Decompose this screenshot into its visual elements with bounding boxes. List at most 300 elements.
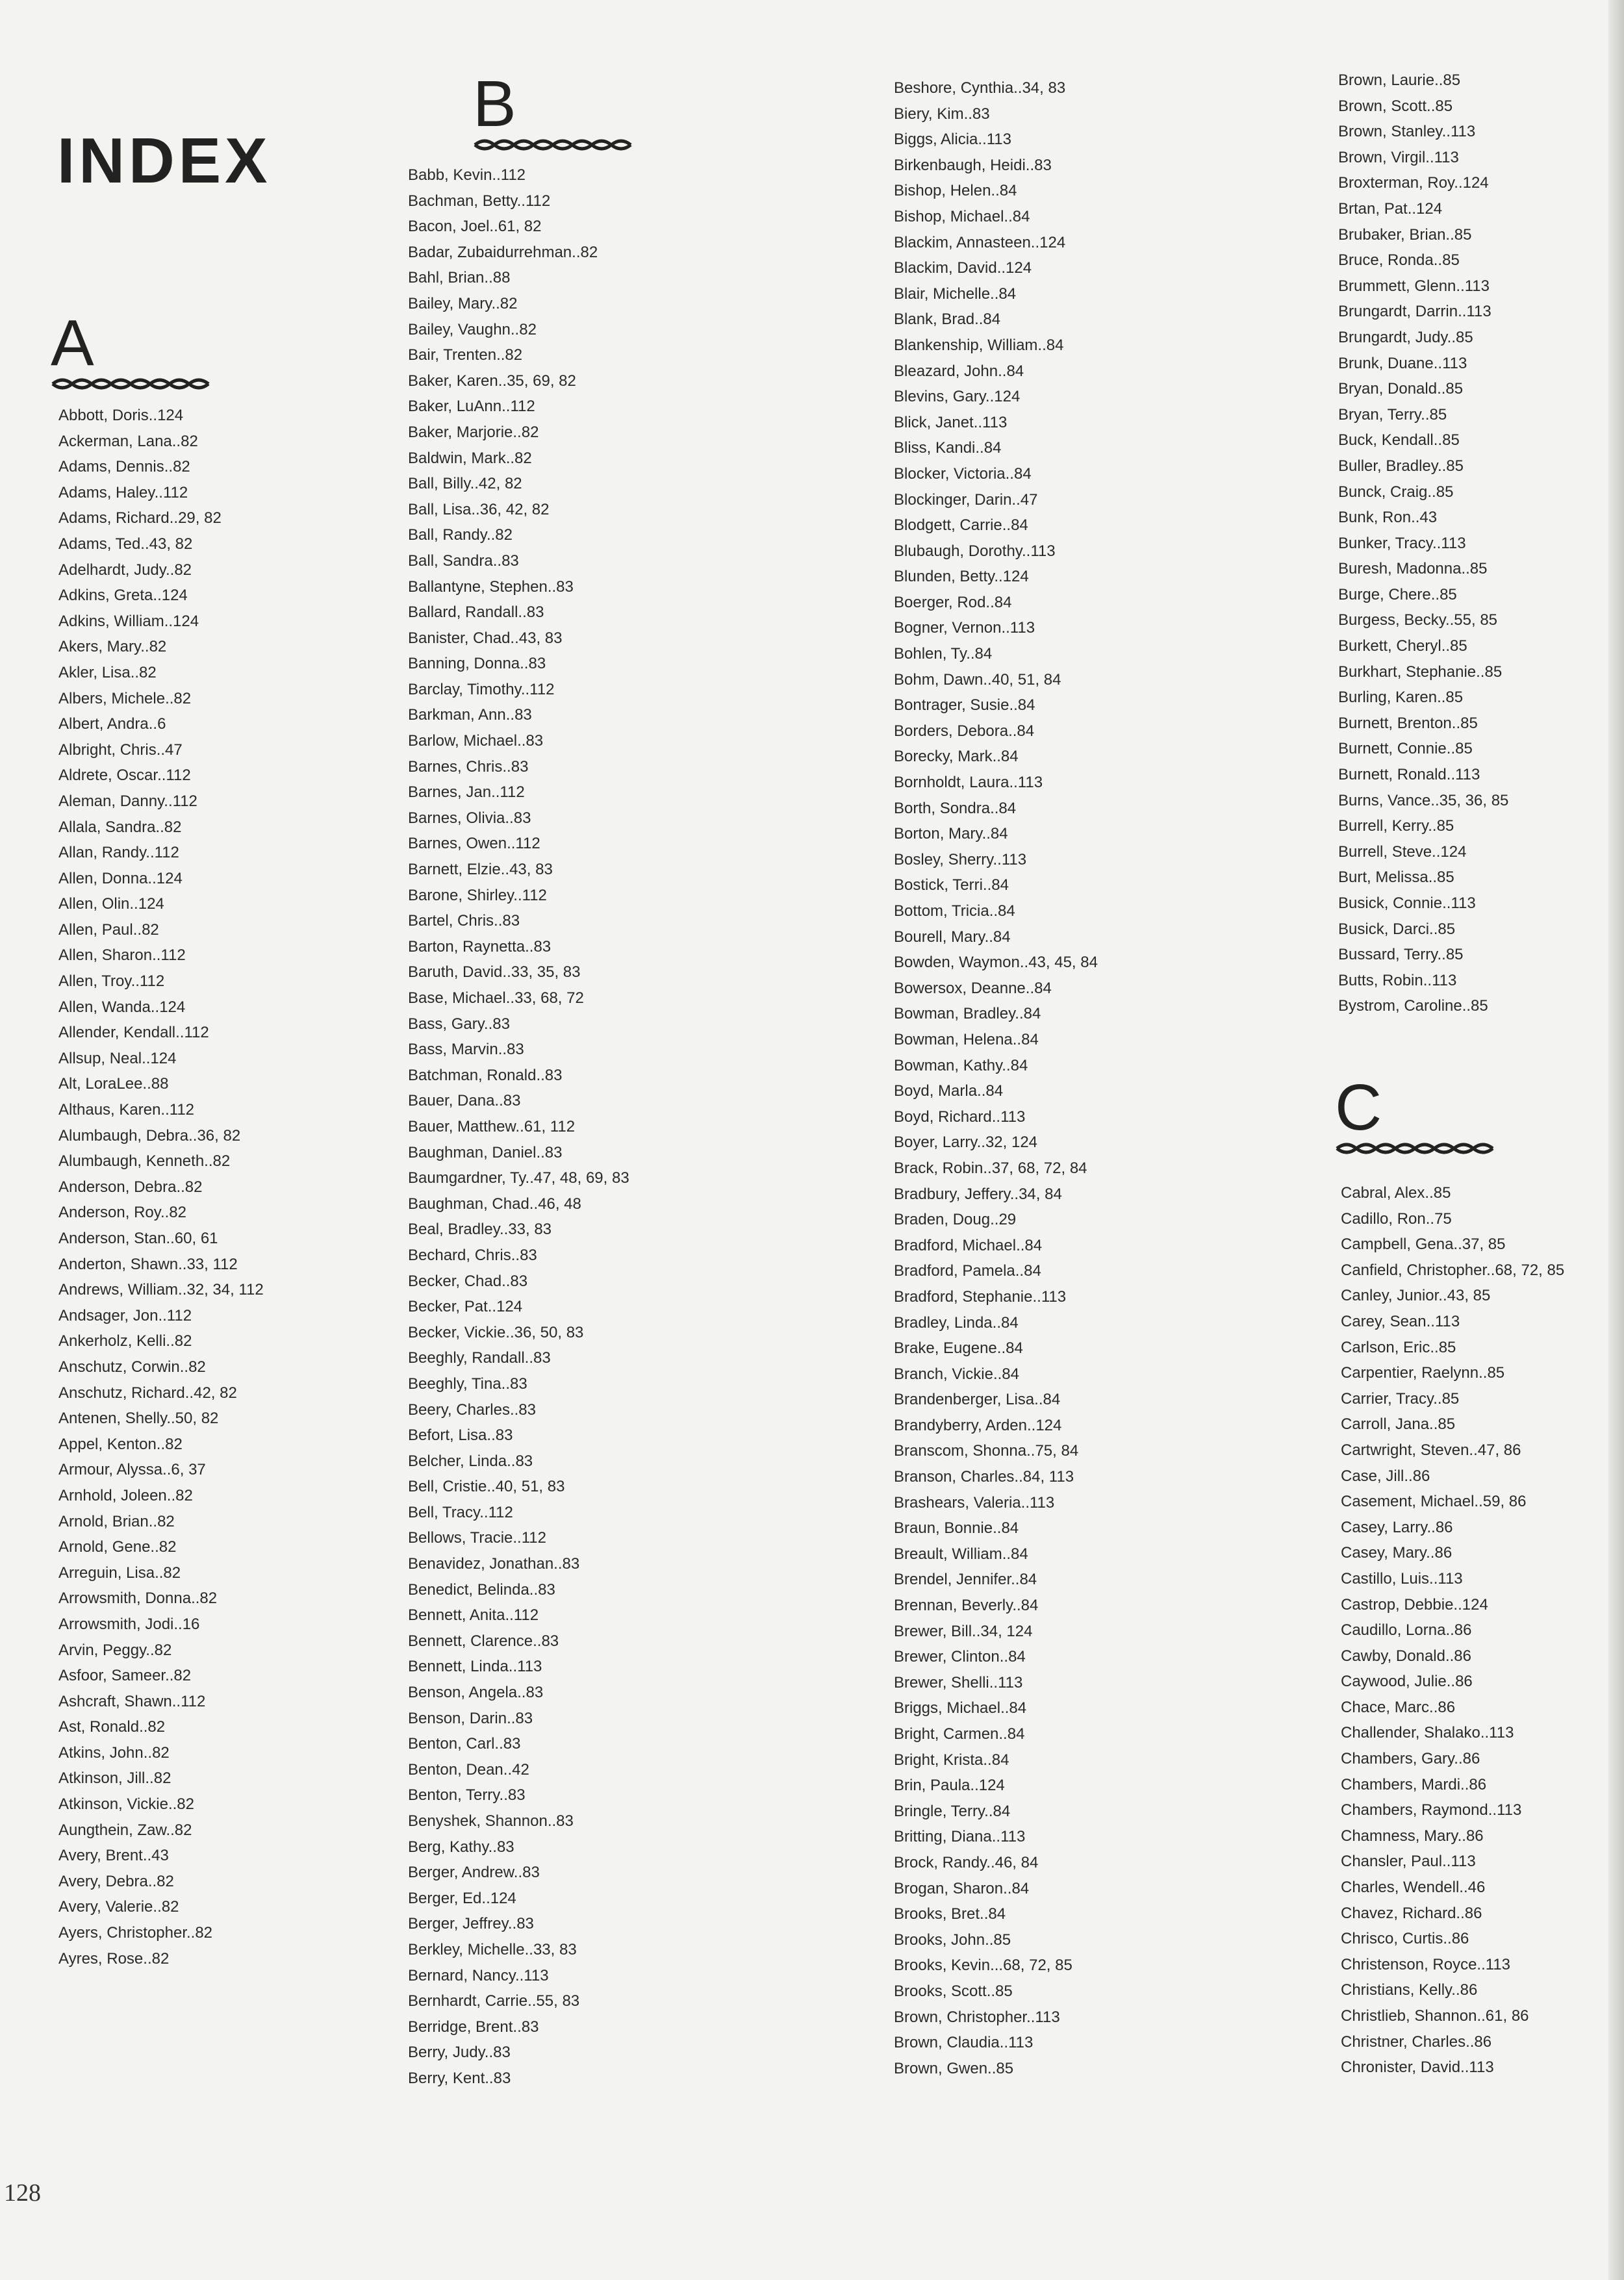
index-entry: Berger, Andrew..83 <box>408 1864 540 1882</box>
section-letter: C <box>1335 1071 1382 1144</box>
index-entry: Casey, Larry..86 <box>1341 1518 1453 1536</box>
index-entry: Avery, Valerie..82 <box>58 1898 179 1916</box>
index-entry: Allen, Donna..124 <box>58 869 183 887</box>
index-entry: Bradford, Michael..84 <box>894 1236 1043 1254</box>
index-entry: Brown, Scott..85 <box>1338 97 1453 115</box>
wave-ornament-icon <box>1335 1139 1494 1158</box>
index-entry: Bunk, Ron..43 <box>1338 509 1438 527</box>
index-column-b-end <box>1338 68 1508 1019</box>
index-entry: Chansler, Paul..113 <box>1341 1853 1476 1871</box>
index-entry: Anschutz, Richard..42, 82 <box>58 1384 237 1402</box>
index-entry: Brown, Laurie..85 <box>1338 71 1461 89</box>
index-entry: Bair, Trenten..82 <box>408 346 523 364</box>
index-entry: Bowman, Helena..84 <box>894 1030 1039 1048</box>
index-entry: Chambers, Raymond..113 <box>1341 1801 1522 1819</box>
index-entry: Caywood, Julie..86 <box>1341 1673 1473 1691</box>
index-entry: Biery, Kim..83 <box>894 105 990 123</box>
index-entry: Appel, Kenton..82 <box>58 1435 183 1453</box>
index-entry: Borecky, Mark..84 <box>894 748 1019 766</box>
index-entry: Althaus, Karen..112 <box>58 1101 195 1119</box>
index-entry: Biggs, Alicia..113 <box>894 131 1011 149</box>
index-entry: Aleman, Danny..112 <box>58 792 197 810</box>
index-entry: Christenson, Royce..113 <box>1341 1955 1511 1973</box>
index-entry: Atkinson, Vickie..82 <box>58 1795 195 1814</box>
index-entry: Allender, Kendall..112 <box>58 1024 209 1042</box>
index-entry: Barton, Raynetta..83 <box>408 937 552 956</box>
section-heading-a <box>51 307 220 401</box>
section-heading-b <box>473 68 642 162</box>
index-entry: Bacon, Joel..61, 82 <box>408 218 542 236</box>
index-entry: Bishop, Helen..84 <box>894 182 1017 200</box>
index-entry: Brock, Randy..46, 84 <box>894 1853 1039 1871</box>
index-entry: Borton, Mary..84 <box>894 825 1008 843</box>
index-entry: Cadillo, Ron..75 <box>1341 1210 1452 1228</box>
index-entry: Albright, Chris..47 <box>58 741 183 759</box>
index-entry: Ball, Billy..42, 82 <box>408 475 522 493</box>
index-entry: Bystrom, Caroline..85 <box>1338 997 1488 1015</box>
index-entry: Chronister, David..113 <box>1341 2058 1494 2077</box>
index-entry: Chrisco, Curtis..86 <box>1341 1930 1469 1948</box>
index-entry: Bennett, Clarence..83 <box>408 1632 559 1650</box>
index-entry: Ball, Randy..82 <box>408 526 513 544</box>
index-entry: Allen, Olin..124 <box>58 895 164 913</box>
index-entry: Benavidez, Jonathan..83 <box>408 1555 580 1573</box>
index-entry: Akler, Lisa..82 <box>58 663 157 681</box>
index-entry: Blubaugh, Dorothy..113 <box>894 542 1056 560</box>
index-entry: Bishop, Michael..84 <box>894 207 1030 225</box>
index-entry: Becker, Chad..83 <box>408 1272 528 1290</box>
index-entry: Buller, Bradley..85 <box>1338 457 1464 475</box>
index-entry: Arnhold, Joleen..82 <box>58 1486 193 1504</box>
index-entry: Benedict, Belinda..83 <box>408 1580 555 1599</box>
index-entry: Baker, Karen..35, 69, 82 <box>408 372 576 390</box>
index-entry: Bleazard, John..84 <box>894 362 1024 380</box>
index-entry: Brandenberger, Lisa..84 <box>894 1391 1061 1409</box>
index-entry: Bourell, Mary..84 <box>894 928 1011 946</box>
index-entry: Adkins, Greta..124 <box>58 587 188 605</box>
index-entry: Branch, Vickie..84 <box>894 1365 1019 1383</box>
index-entry: Britting, Diana..113 <box>894 1828 1026 1846</box>
index-entry: Blocker, Victoria..84 <box>894 464 1032 483</box>
section-heading-c <box>1335 1071 1504 1166</box>
index-entry: Ayers, Christopher..82 <box>58 1924 213 1942</box>
index-entry: Bennett, Anita..112 <box>408 1606 539 1625</box>
index-entry: Berger, Ed..124 <box>408 1889 516 1907</box>
index-column-a <box>58 403 264 1971</box>
section-letter: B <box>473 68 516 140</box>
index-entry: Becker, Pat..124 <box>408 1298 523 1316</box>
index-entry: Baldwin, Mark..82 <box>408 449 532 467</box>
index-entry: Anderson, Debra..82 <box>58 1178 203 1196</box>
index-entry: Berg, Kathy..83 <box>408 1838 514 1856</box>
index-entry: Avery, Brent..43 <box>58 1847 169 1865</box>
index-entry: Bunker, Tracy..113 <box>1338 534 1466 552</box>
index-entry: Adams, Richard..29, 82 <box>58 509 222 527</box>
index-entry: Allala, Sandra..82 <box>58 818 182 836</box>
index-entry: Barone, Shirley..112 <box>408 886 547 904</box>
index-entry: Beal, Bradley..33, 83 <box>408 1221 552 1239</box>
index-entry: Bringle, Terry..84 <box>894 1802 1011 1820</box>
index-entry: Boerger, Rod..84 <box>894 593 1012 611</box>
index-column-c <box>1341 1180 1564 2081</box>
index-entry: Adams, Dennis..82 <box>58 458 190 476</box>
index-entry: Bellows, Tracie..112 <box>408 1529 546 1547</box>
index-entry: Beshore, Cynthia..34, 83 <box>894 79 1066 97</box>
index-entry: Burgess, Becky..55, 85 <box>1338 611 1498 629</box>
index-entry: Bussard, Terry..85 <box>1338 946 1464 964</box>
index-entry: Banister, Chad..43, 83 <box>408 629 563 647</box>
index-entry: Ballard, Randall..83 <box>408 603 544 622</box>
index-entry: Bright, Krista..84 <box>894 1751 1009 1769</box>
index-entry: Benyshek, Shannon..83 <box>408 1812 574 1830</box>
index-entry: Barnes, Owen..112 <box>408 835 540 853</box>
index-entry: Beeghly, Randall..83 <box>408 1349 551 1367</box>
index-entry: Anderton, Shawn..33, 112 <box>58 1255 238 1273</box>
index-entry: Brandyberry, Arden..124 <box>894 1416 1062 1434</box>
index-entry: Blunden, Betty..124 <box>894 568 1029 586</box>
index-entry: Baughman, Chad..46, 48 <box>408 1195 581 1213</box>
page-number: 128 <box>4 2179 41 2207</box>
index-entry: Bowman, Bradley..84 <box>894 1005 1041 1023</box>
index-entry: Benson, Angela..83 <box>408 1684 544 1702</box>
index-entry: Brungardt, Judy..85 <box>1338 328 1473 346</box>
index-entry: Brake, Eugene..84 <box>894 1339 1023 1358</box>
index-entry: Batchman, Ronald..83 <box>408 1066 563 1084</box>
index-entry: Allsup, Neal..124 <box>58 1049 177 1067</box>
index-entry: Blackim, David..124 <box>894 259 1032 277</box>
index-entry: Chamness, Mary..86 <box>1341 1827 1484 1845</box>
index-entry: Bailey, Vaughn..82 <box>408 320 537 338</box>
index-entry: Barnes, Olivia..83 <box>408 809 531 827</box>
index-entry: Baker, Marjorie..82 <box>408 423 539 441</box>
index-entry: Brashears, Valeria..113 <box>894 1493 1055 1512</box>
index-entry: Blick, Janet..113 <box>894 413 1008 431</box>
index-entry: Brunk, Duane..113 <box>1338 354 1467 372</box>
index-entry: Butts, Robin..113 <box>1338 971 1457 989</box>
index-entry: Alumbaugh, Debra..36, 82 <box>58 1126 241 1145</box>
index-entry: Albert, Andra..6 <box>58 715 166 733</box>
index-entry: Beery, Charles..83 <box>408 1400 536 1419</box>
index-entry: Bruce, Ronda..85 <box>1338 251 1460 270</box>
index-entry: Bass, Marvin..83 <box>408 1041 524 1059</box>
index-entry: Chavez, Richard..86 <box>1341 1904 1482 1922</box>
index-entry: Anderson, Stan..60, 61 <box>58 1230 218 1247</box>
index-entry: Borders, Debora..84 <box>894 722 1035 740</box>
index-entry: Barkman, Ann..83 <box>408 706 532 724</box>
index-entry: Bostick, Terri..84 <box>894 876 1009 894</box>
index-entry: Berry, Kent..83 <box>408 2069 511 2087</box>
index-entry: Bunck, Craig..85 <box>1338 483 1454 501</box>
index-entry: Burt, Melissa..85 <box>1338 868 1454 887</box>
index-column-b <box>408 162 629 2092</box>
index-entry: Brummett, Glenn..113 <box>1338 277 1490 295</box>
index-entry: Bohlen, Ty..84 <box>894 645 993 663</box>
index-entry: Cartwright, Steven..47, 86 <box>1341 1441 1521 1459</box>
index-entry: Anderson, Roy..82 <box>58 1204 187 1222</box>
index-entry: Busick, Connie..113 <box>1338 894 1476 912</box>
index-entry: Barnes, Chris..83 <box>408 757 529 776</box>
index-entry: Allen, Wanda..124 <box>58 998 186 1016</box>
index-entry: Castillo, Luis..113 <box>1341 1569 1463 1588</box>
index-entry: Arrowsmith, Jodi..16 <box>58 1615 200 1633</box>
index-entry: Adkins, William..124 <box>58 612 199 630</box>
index-entry: Case, Jill..86 <box>1341 1467 1430 1485</box>
index-entry: Branscom, Shonna..75, 84 <box>894 1442 1079 1460</box>
index-entry: Blank, Brad..84 <box>894 310 1001 329</box>
index-entry: Briggs, Michael..84 <box>894 1699 1027 1717</box>
index-entry: Belcher, Linda..83 <box>408 1452 533 1470</box>
index-entry: Brtan, Pat..124 <box>1338 199 1443 218</box>
index-entry: Charles, Wendell..46 <box>1341 1879 1486 1897</box>
index-entry: Braun, Bonnie..84 <box>894 1519 1019 1538</box>
index-entry: Albers, Michele..82 <box>58 689 192 707</box>
index-entry: Burrell, Kerry..85 <box>1338 817 1454 835</box>
index-entry: Brewer, Clinton..84 <box>894 1648 1026 1666</box>
index-entry: Abbott, Doris..124 <box>58 407 184 424</box>
index-entry: Chace, Marc..86 <box>1341 1698 1456 1716</box>
index-entry: Buck, Kendall..85 <box>1338 431 1460 450</box>
index-entry: Brooks, Kevin...68, 72, 85 <box>894 1957 1072 1975</box>
index-entry: Berry, Judy..83 <box>408 2044 511 2062</box>
index-entry: Ayres, Rose..82 <box>58 1949 170 1968</box>
index-entry: Ball, Sandra..83 <box>408 551 519 570</box>
index-entry: Carrier, Tracy..85 <box>1341 1389 1460 1408</box>
index-entry: Brewer, Bill..34, 124 <box>894 1622 1033 1640</box>
index-entry: Borth, Sondra..84 <box>894 799 1017 817</box>
index-entry: Babb, Kevin..112 <box>408 166 526 184</box>
index-entry: Bernard, Nancy..113 <box>408 1966 549 1984</box>
index-entry: Berger, Jeffrey..83 <box>408 1915 534 1933</box>
index-entry: Carroll, Jana..85 <box>1341 1415 1456 1434</box>
index-entry: Ballantyne, Stephen..83 <box>408 577 574 596</box>
index-entry: Bailey, Mary..82 <box>408 294 518 312</box>
index-entry: Brooks, John..85 <box>894 1931 1011 1949</box>
index-entry: Castrop, Debbie..124 <box>1341 1595 1488 1614</box>
index-entry: Brown, Gwen..85 <box>894 2059 1014 2077</box>
index-entry: Burge, Chere..85 <box>1338 585 1457 603</box>
index-entry: Antenen, Shelly..50, 82 <box>58 1410 219 1428</box>
index-entry: Avery, Debra..82 <box>58 1872 174 1890</box>
index-entry: Burrell, Steve..124 <box>1338 842 1467 861</box>
page-title: INDEX <box>57 125 272 196</box>
index-entry: Bachman, Betty..112 <box>408 192 551 210</box>
index-entry: Benton, Terry..83 <box>408 1786 526 1805</box>
index-entry: Bauer, Dana..83 <box>408 1092 521 1110</box>
index-entry: Burkett, Cheryl..85 <box>1338 637 1467 655</box>
index-entry: Akers, Mary..82 <box>58 638 167 656</box>
index-entry: Benson, Darin..83 <box>408 1709 533 1727</box>
index-entry: Christlieb, Shannon..61, 86 <box>1341 2007 1529 2025</box>
index-entry: Atkins, John..82 <box>58 1743 170 1762</box>
index-entry: Ball, Lisa..36, 42, 82 <box>408 500 550 518</box>
index-entry: Brooks, Scott..85 <box>894 1982 1013 2000</box>
index-entry: Burnett, Brenton..85 <box>1338 714 1478 732</box>
index-entry: Alt, LoraLee..88 <box>58 1075 169 1093</box>
index-entry: Bottom, Tricia..84 <box>894 902 1015 920</box>
index-entry: Beeghly, Tina..83 <box>408 1374 527 1393</box>
index-entry: Christians, Kelly..86 <box>1341 1981 1478 1999</box>
index-entry: Brown, Christopher..113 <box>894 2008 1060 2026</box>
index-entry: Barnett, Elzie..43, 83 <box>408 861 553 879</box>
index-entry: Caudillo, Lorna..86 <box>1341 1621 1472 1640</box>
index-entry: Arnold, Gene..82 <box>58 1538 177 1556</box>
index-entry: Bryan, Donald..85 <box>1338 380 1464 398</box>
index-entry: Burnett, Connie..85 <box>1338 740 1473 758</box>
index-entry: Broxterman, Roy..124 <box>1338 174 1489 192</box>
index-entry: Ankerholz, Kelli..82 <box>58 1332 192 1350</box>
index-entry: Becker, Vickie..36, 50, 83 <box>408 1323 584 1341</box>
index-entry: Brendel, Jennifer..84 <box>894 1571 1037 1589</box>
index-entry: Canfield, Christopher..68, 72, 85 <box>1341 1261 1565 1279</box>
index-entry: Arvin, Peggy..82 <box>58 1641 172 1659</box>
index-entry: Baruth, David..33, 35, 83 <box>408 963 581 982</box>
index-entry: Branson, Charles..84, 113 <box>894 1468 1074 1486</box>
index-entry: Allen, Troy..112 <box>58 972 165 991</box>
index-entry: Boyd, Marla..84 <box>894 1082 1004 1100</box>
index-entry: Christner, Charles..86 <box>1341 2033 1492 2051</box>
index-entry: Boyer, Larry..32, 124 <box>894 1134 1038 1152</box>
index-entry: Barlow, Michael..83 <box>408 732 544 750</box>
index-entry: Bradbury, Jeffery..34, 84 <box>894 1185 1062 1203</box>
index-entry: Bowersox, Deanne..84 <box>894 979 1052 997</box>
index-entry: Bartel, Chris..83 <box>408 912 520 930</box>
index-entry: Burns, Vance..35, 36, 85 <box>1338 791 1509 809</box>
index-entry: Carpentier, Raelynn..85 <box>1341 1364 1505 1382</box>
index-entry: Blevins, Gary..124 <box>894 388 1021 406</box>
index-entry: Casement, Michael..59, 86 <box>1341 1493 1527 1511</box>
index-entry: Bowman, Kathy..84 <box>894 1056 1028 1074</box>
index-entry: Cabral, Alex..85 <box>1341 1184 1451 1202</box>
index-entry: Bosley, Sherry..113 <box>894 850 1027 868</box>
index-entry: Burnett, Ronald..113 <box>1338 766 1480 784</box>
index-entry: Armour, Alyssa..6, 37 <box>58 1461 206 1479</box>
section-letter: A <box>51 307 94 379</box>
index-entry: Bahl, Brian..88 <box>408 269 511 287</box>
index-entry: Blankenship, William..84 <box>894 336 1064 354</box>
index-entry: Allen, Sharon..112 <box>58 946 186 965</box>
index-entry: Bontrager, Susie..84 <box>894 696 1035 715</box>
index-entry: Ast, Ronald..82 <box>58 1718 166 1736</box>
index-entry: Bell, Tracy..112 <box>408 1503 513 1521</box>
index-entry: Adelhardt, Judy..82 <box>58 561 192 579</box>
index-column-b-continued <box>894 75 1098 2081</box>
index-entry: Baughman, Daniel..83 <box>408 1143 563 1161</box>
index-entry: Blockinger, Darin..47 <box>894 490 1038 509</box>
index-entry: Casey, Mary..86 <box>1341 1544 1453 1562</box>
index-entry: Befort, Lisa..83 <box>408 1426 513 1445</box>
index-entry: Blackim, Annasteen..124 <box>894 233 1066 251</box>
index-entry: Bohm, Dawn..40, 51, 84 <box>894 670 1061 689</box>
index-entry: Bowden, Waymon..43, 45, 84 <box>894 954 1098 972</box>
index-entry: Bennett, Linda..113 <box>408 1658 542 1676</box>
index-entry: Blodgett, Carrie..84 <box>894 516 1028 535</box>
index-entry: Chambers, Mardi..86 <box>1341 1775 1487 1793</box>
index-entry: Anschutz, Corwin..82 <box>58 1358 206 1376</box>
index-entry: Allen, Paul..82 <box>58 920 159 939</box>
index-entry: Bell, Cristie..40, 51, 83 <box>408 1478 565 1496</box>
index-entry: Allan, Randy..112 <box>58 844 179 862</box>
index-entry: Brubaker, Brian..85 <box>1338 225 1472 244</box>
index-entry: Baker, LuAnn..112 <box>408 398 535 416</box>
index-entry: Arrowsmith, Donna..82 <box>58 1590 218 1608</box>
index-entry: Bradford, Pamela..84 <box>894 1262 1041 1280</box>
index-entry: Chambers, Gary..86 <box>1341 1750 1480 1768</box>
index-entry: Braden, Doug..29 <box>894 1211 1017 1229</box>
index-entry: Bliss, Kandi..84 <box>894 439 1002 457</box>
index-entry: Arreguin, Lisa..82 <box>58 1564 181 1582</box>
index-entry: Bright, Carmen..84 <box>894 1725 1025 1743</box>
index-entry: Brungardt, Darrin..113 <box>1338 303 1491 321</box>
index-entry: Boyd, Richard..113 <box>894 1108 1026 1126</box>
index-entry: Bogner, Vernon..113 <box>894 619 1035 637</box>
index-entry: Baumgardner, Ty..47, 48, 69, 83 <box>408 1169 629 1187</box>
index-entry: Base, Michael..33, 68, 72 <box>408 989 584 1007</box>
index-entry: Aungthein, Zaw..82 <box>58 1821 192 1839</box>
index-entry: Bechard, Chris..83 <box>408 1246 537 1264</box>
index-entry: Benton, Dean..42 <box>408 1760 529 1779</box>
index-entry: Berkley, Michelle..33, 83 <box>408 1940 577 1958</box>
index-entry: Canley, Junior..43, 85 <box>1341 1287 1491 1305</box>
index-entry: Carlson, Eric..85 <box>1341 1338 1456 1356</box>
index-entry: Aldrete, Oscar..112 <box>58 766 191 785</box>
index-entry: Bradford, Stephanie..113 <box>894 1287 1067 1306</box>
index-entry: Adams, Ted..43, 82 <box>58 535 193 553</box>
index-entry: Bernhardt, Carrie..55, 83 <box>408 1992 580 2010</box>
index-entry: Bradley, Linda..84 <box>894 1313 1019 1332</box>
index-entry: Brown, Virgil..113 <box>1338 148 1459 166</box>
index-entry: Buresh, Madonna..85 <box>1338 560 1488 578</box>
wave-ornament-icon <box>473 135 632 155</box>
index-entry: Asfoor, Sameer..82 <box>58 1667 192 1685</box>
index-entry: Banning, Donna..83 <box>408 655 546 673</box>
index-entry: Brin, Paula..124 <box>894 1777 1005 1795</box>
index-entry: Benton, Carl..83 <box>408 1735 521 1753</box>
index-entry: Birkenbaugh, Heidi..83 <box>894 156 1052 174</box>
index-entry: Brown, Claudia..113 <box>894 2034 1034 2052</box>
index-entry: Blair, Michelle..84 <box>894 285 1017 303</box>
index-entry: Bauer, Matthew..61, 112 <box>408 1117 576 1135</box>
index-entry: Campbell, Gena..37, 85 <box>1341 1235 1506 1254</box>
index-entry: Andsager, Jon..112 <box>58 1306 192 1324</box>
index-entry: Badar, Zubaidurrehman..82 <box>408 243 598 261</box>
index-entry: Bornholdt, Laura..113 <box>894 774 1043 792</box>
binding-shadow <box>1608 0 1624 2280</box>
index-entry: Barnes, Jan..112 <box>408 783 525 802</box>
index-entry: Brogan, Sharon..84 <box>894 1879 1030 1897</box>
index-entry: Ackerman, Lana..82 <box>58 432 198 450</box>
index-entry: Breault, William..84 <box>894 1545 1028 1563</box>
index-entry: Bass, Gary..83 <box>408 1015 510 1033</box>
index-entry: Adams, Haley..112 <box>58 483 188 501</box>
index-entry: Brennan, Beverly..84 <box>894 1597 1039 1615</box>
index-entry: Barclay, Timothy..112 <box>408 680 555 698</box>
index-entry: Atkinson, Jill..82 <box>58 1769 171 1788</box>
index-entry: Ashcraft, Shawn..112 <box>58 1692 206 1710</box>
index-entry: Arnold, Brian..82 <box>58 1512 175 1530</box>
index-entry: Brooks, Bret..84 <box>894 1905 1006 1923</box>
index-entry: Burling, Karen..85 <box>1338 689 1464 707</box>
index-entry: Bryan, Terry..85 <box>1338 405 1447 424</box>
wave-ornament-icon <box>51 374 210 394</box>
index-entry: Busick, Darci..85 <box>1338 920 1456 938</box>
index-entry: Berridge, Brent..83 <box>408 2018 539 2036</box>
index-entry: Carey, Sean..113 <box>1341 1312 1460 1330</box>
index-entry: Burkhart, Stephanie..85 <box>1338 663 1503 681</box>
index-entry: Alumbaugh, Kenneth..82 <box>58 1152 231 1171</box>
index-entry: Andrews, William..32, 34, 112 <box>58 1281 264 1299</box>
index-entry: Challender, Shalako..113 <box>1341 1724 1514 1742</box>
index-entry: Brewer, Shelli..113 <box>894 1673 1023 1691</box>
